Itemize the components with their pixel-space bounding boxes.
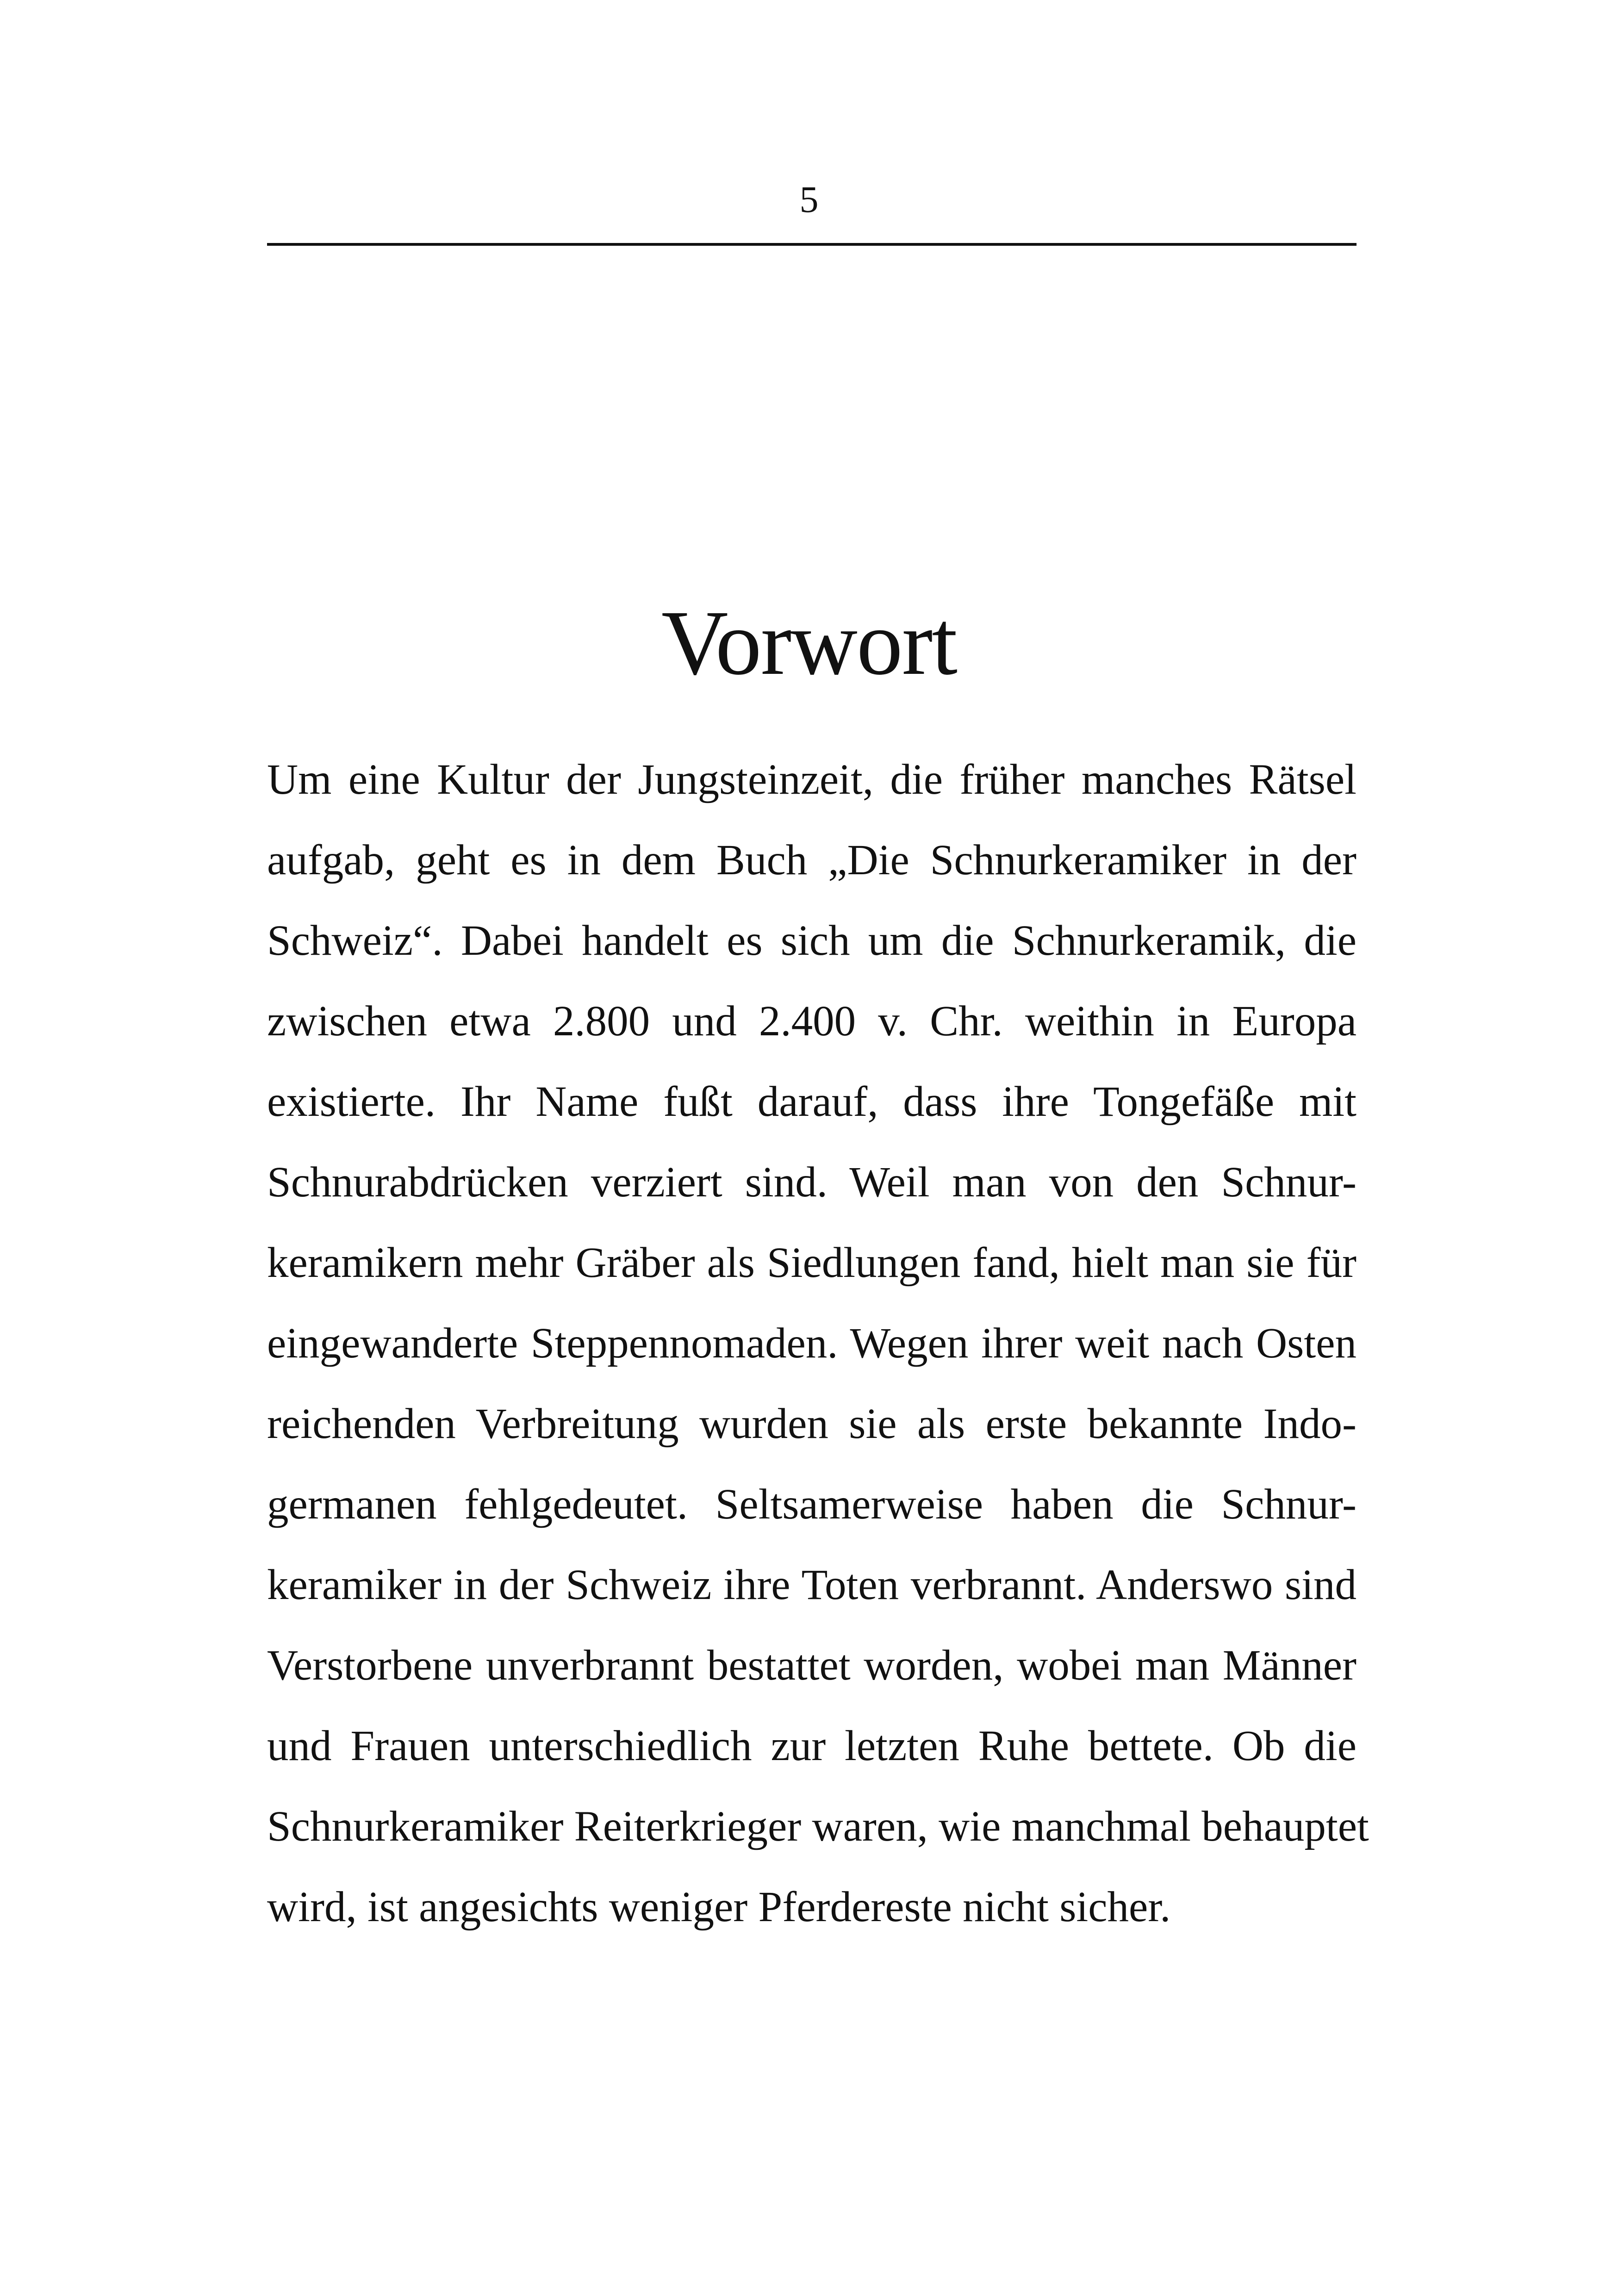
text-line: keramiker in der Schweiz ihre Toten verbrannt. Anderswo sind <box>267 1561 1357 1609</box>
text-line: Schweiz“. Dabei handelt es sich um die Schnurkeramik, die <box>267 917 1357 964</box>
text-line: existierte. Ihr Name fußt darauf, dass ihre Tongefäße mit <box>267 1078 1357 1126</box>
text-line: reichenden Verbreitung wurden sie als erste bekannte Indo- <box>267 1400 1357 1448</box>
text-line: eingewanderte Steppennomaden. Wegen ihrer weit nach Osten <box>267 1319 1357 1367</box>
header-rule <box>267 243 1357 246</box>
text-line: Um eine Kultur der Jungsteinzeit, die früher manches Rätsel <box>267 756 1357 803</box>
chapter-title: Vorwort <box>661 592 957 694</box>
text-line: zwischen etwa 2.800 und 2.400 v. Chr. weithin in Europa <box>267 997 1357 1045</box>
text-line: Verstorbene unverbrannt bestattet worden, wobei man Männer <box>267 1642 1357 1689</box>
page-number: 5 <box>799 178 819 220</box>
body-text <box>267 740 1369 1948</box>
text-line: und Frauen unterschiedlich zur letzten Ruhe bettete. Ob die <box>267 1722 1357 1770</box>
text-line: keramikern mehr Gräber als Siedlungen fand, hielt man sie für <box>267 1239 1357 1287</box>
text-line: Schnurabdrücken verziert sind. Weil man von den Schnur- <box>267 1158 1357 1206</box>
text-line: germanen fehlgedeutet. Seltsamerweise haben die Schnur- <box>267 1481 1357 1528</box>
text-line: Schnurkeramiker Reiterkrieger waren, wie manchmal behauptet <box>267 1803 1369 1850</box>
text-line: aufgab, geht es in dem Buch „Die Schnurkeramiker in der <box>267 836 1357 884</box>
text-line: wird, ist angesichts weniger Pferdereste nicht sicher. <box>267 1883 1171 1931</box>
